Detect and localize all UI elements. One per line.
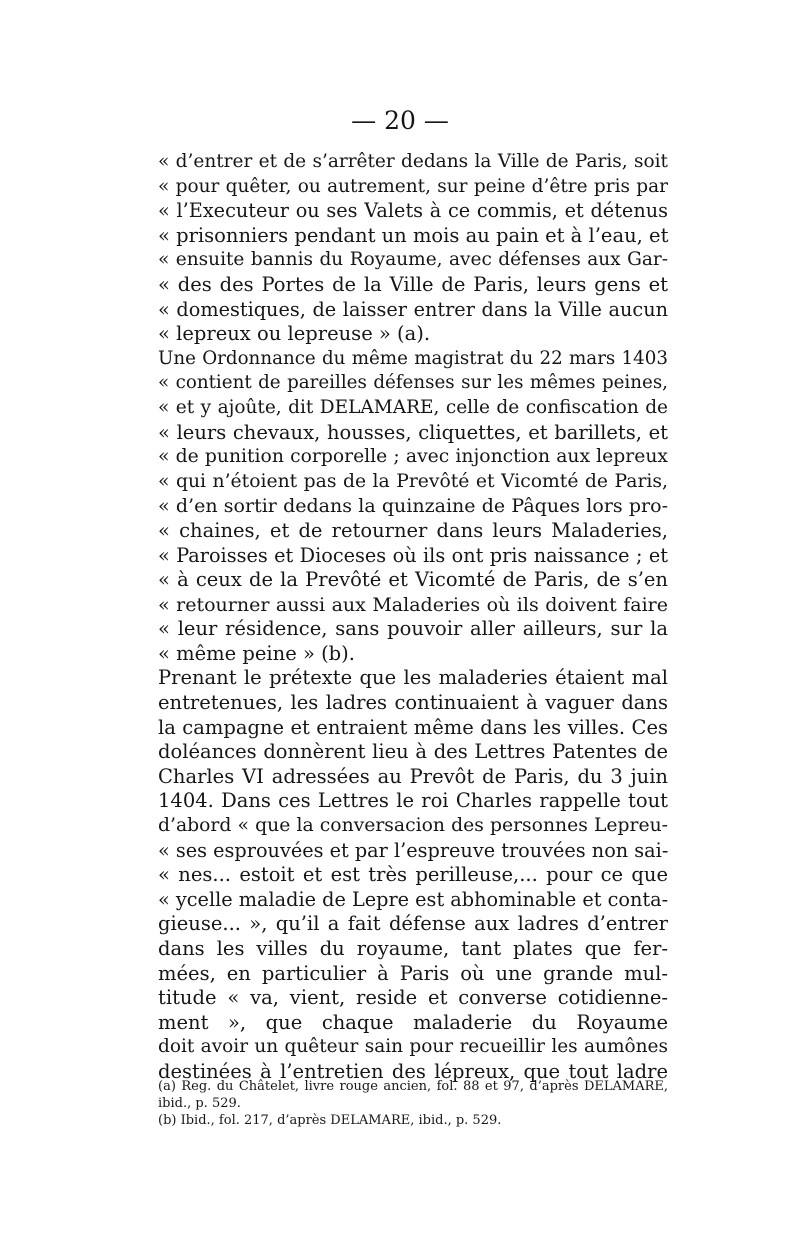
text-line: la campagne et entraient même dans les villes. Ces <box>158 715 668 739</box>
text-line: « même peine » (b). <box>158 641 355 665</box>
text-line: « qui n’étoient pas de la Prevôté et Vicomté de Paris, <box>158 470 668 492</box>
text-line: « à ceux de la Prevôté et Vicomté de Paris, de s’en <box>158 568 668 592</box>
footnote-b: (b) Ibid., fol. 217, d’après DELAMARE, ibid., p. 529. <box>158 1113 502 1128</box>
text-line: « nes... estoit et est très perilleuse,... pour ce que <box>158 863 668 887</box>
text-line: « leur résidence, sans pouvoir aller ailleurs, sur la <box>158 617 668 641</box>
text-line: « des des Portes de la Ville de Paris, leurs gens et <box>158 272 668 296</box>
text-line: gieuse... », qu’il a fait défense aux ladres d’entrer <box>158 912 668 936</box>
text-line: Une Ordonnance du même magistrat du 22 mars 1403 <box>158 347 668 369</box>
text-line: « ses esprouvées et par l’espreuve trouvées non sai- <box>158 838 669 862</box>
page-number: — 20 — <box>351 106 449 135</box>
text-line: d’abord « que la conversacion des personnes Lepreu- <box>158 815 668 837</box>
text-line: entretenues, les ladres continuaient à vaguer dans <box>158 691 668 715</box>
text-line: 1404. Dans ces Lettres le roi Charles rappelle tout <box>158 789 668 813</box>
body-text <box>158 150 668 1085</box>
text-line: Prenant le prétexte que les maladeries étaient mal <box>158 666 668 690</box>
text-line: « chaines, et de retourner dans leurs Maladeries, <box>158 518 668 542</box>
text-line: dans les villes du royaume, tant plates que fer- <box>158 937 668 960</box>
text-line: « pour quêter, ou autrement, sur peine d’être pris par <box>158 175 668 197</box>
text-line: doléances donnèrent lieu à des Lettres Patentes de <box>158 740 668 764</box>
text-line: « Paroisses et Dioceses où ils ont pris naissance ; et <box>158 543 668 567</box>
text-line: titude « va, vient, reside et converse cotidienne- <box>158 986 668 1010</box>
footnotes <box>158 1078 668 1129</box>
text-line: « d’entrer et de s’arrêter dedans la Ville de Paris, soit <box>158 151 668 172</box>
text-line: « domestiques, de laisser entrer dans la Ville aucun <box>158 297 668 321</box>
text-line: « ycelle maladie de Lepre est abhominable et conta- <box>158 887 669 911</box>
footnote-a-continued: ibid., p. 529. <box>158 1096 241 1111</box>
text-line: « leurs chevaux, housses, cliquettes, et barillets, et <box>158 420 668 444</box>
text-line: « d’en sortir dedans la quinzaine de Pâques lors pro- <box>158 495 668 518</box>
footnote-a: (a) Reg. du Châtelet, livre rouge ancien, fol. 88 et 97, d’après DELAMARE, <box>158 1079 668 1094</box>
text-line: « lepreux ou lepreuse » (a). <box>158 322 431 346</box>
text-line: « l’Executeur ou ses Valets à ce commis, et détenus <box>158 199 668 223</box>
text-line: « contient de pareilles défenses sur les mêmes peines, <box>158 372 668 394</box>
text-line: doit avoir un quêteur sain pour recueillir les aumônes <box>158 1036 668 1058</box>
text-line: « prisonniers pendant un mois au pain et à l’eau, et <box>158 223 669 247</box>
text-line: « ensuite bannis du Royaume, avec défenses aux Gar- <box>158 249 668 271</box>
text-line: Charles VI adressées au Prevôt de Paris, du 3 juin <box>158 764 668 788</box>
text-line: ment », que chaque maladerie du Royaume <box>158 1010 668 1034</box>
text-line: destinées à l’entretien des lépreux, que tout ladre <box>158 1059 668 1083</box>
text-line: mées, en particulier à Paris où une grande mul- <box>158 961 668 985</box>
text-line: « retourner aussi aux Maladeries où ils doivent faire <box>158 593 668 616</box>
text-line: « de punition corporelle ; avec injonction aux lepreux <box>158 446 668 468</box>
text-line: « et y ajoûte, dit DELAMARE, celle de confiscation de <box>158 396 668 418</box>
